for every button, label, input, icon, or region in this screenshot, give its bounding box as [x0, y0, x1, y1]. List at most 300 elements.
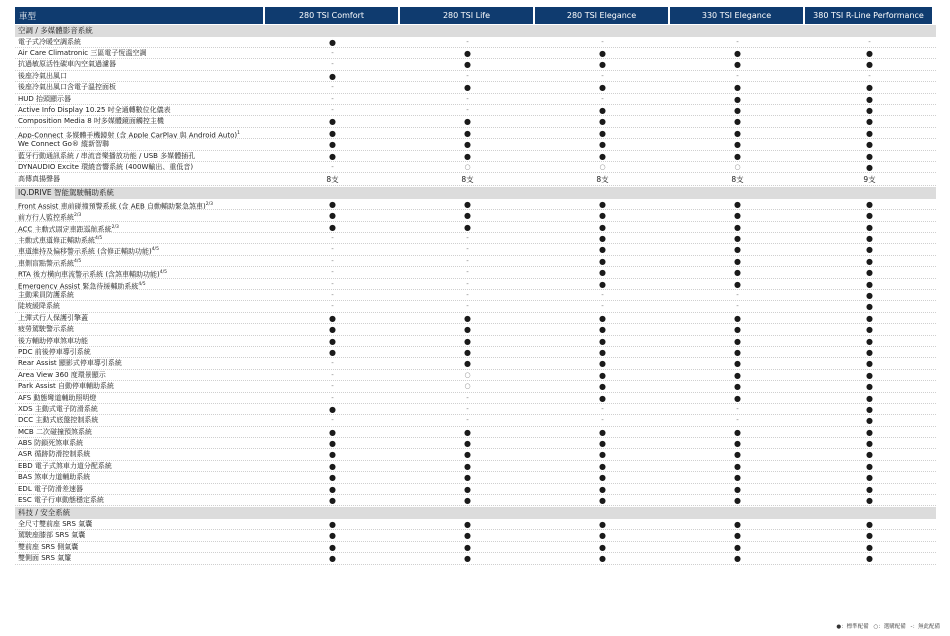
- table-row: [15, 415, 936, 426]
- spec-cell: -: [466, 302, 469, 311]
- spec-cell: ●: [866, 151, 873, 161]
- spec-cell: -: [331, 48, 334, 57]
- spec-cell: -: [331, 268, 334, 277]
- table-row: [15, 139, 936, 150]
- spec-cell: ●: [329, 427, 336, 437]
- spec-cell: -: [331, 291, 334, 299]
- feature-name: [15, 279, 265, 289]
- table-body: [15, 25, 936, 565]
- spec-cell: ●: [599, 256, 606, 266]
- spec-cell: ●: [329, 313, 336, 323]
- feature-label: ACC 主動式固定車距巡航系統: [18, 224, 112, 233]
- spec-cell: ●: [599, 140, 606, 150]
- feature-name: [15, 553, 265, 563]
- feature-name: [15, 173, 265, 185]
- spec-cell: ●: [599, 450, 606, 460]
- spec-cell: ●: [599, 359, 606, 369]
- spec-cell: ●: [866, 496, 873, 506]
- spec-cell: -: [466, 71, 469, 80]
- feature-label: EBD 電子式煞車力道分配系統: [18, 461, 112, 470]
- feature-label: ABS 防鎖死煞車系統: [18, 439, 84, 448]
- table-row: [15, 48, 936, 59]
- spec-cell: ●: [866, 291, 873, 300]
- header-model-280-life: 280 TSI Life: [400, 7, 533, 24]
- spec-table: [15, 7, 936, 565]
- spec-cell: ●: [734, 60, 741, 70]
- footnote-ref: 2/3: [74, 213, 82, 219]
- feature-label: 主動乘員防護系統: [18, 291, 74, 299]
- spec-cell: ●: [599, 105, 606, 115]
- spec-cell: ●: [599, 427, 606, 437]
- feature-label: We Connect Go® 縱新智聯: [18, 140, 110, 149]
- footnote-ref: 2/3: [111, 224, 119, 230]
- feature-label: 後方輔助停車煞車功能: [18, 336, 88, 345]
- table-row: [15, 358, 936, 369]
- spec-cell: ○: [464, 162, 471, 171]
- spec-cell: ●: [329, 473, 336, 483]
- feature-label: Rear Assist 顯影式停車導引系統: [18, 359, 122, 368]
- spec-cell: ●: [734, 531, 741, 541]
- spec-cell: ●: [734, 370, 741, 380]
- spec-cell: ●: [734, 520, 741, 530]
- table-row: [15, 472, 936, 483]
- feature-label: BAS 煞車力道輔助系統: [18, 473, 91, 482]
- spec-cell: ●: [866, 484, 873, 494]
- spec-cell: ●: [464, 554, 471, 564]
- feature-label: Area View 360 度環景顯示: [18, 370, 106, 379]
- spec-cell: ●: [734, 256, 741, 266]
- spec-cell: ●: [866, 531, 873, 541]
- table-row: [15, 244, 936, 255]
- table-row: [15, 553, 936, 564]
- spec-cell: ●: [734, 439, 741, 449]
- feature-label: Park Assist 自動停車輔助系統: [18, 382, 114, 391]
- spec-cell: -: [331, 370, 334, 379]
- spec-cell: -: [466, 245, 469, 254]
- spec-cell: ○: [464, 382, 471, 391]
- spec-cell: ●: [734, 347, 741, 357]
- spec-cell: ●: [329, 439, 336, 449]
- spec-cell: ●: [734, 222, 741, 232]
- footnote-ref: 1: [237, 130, 240, 136]
- header-model-280-comfort: 280 TSI Comfort: [265, 7, 398, 24]
- spec-cell: ●: [734, 211, 741, 221]
- spec-cell: ●: [599, 325, 606, 335]
- table-row: [15, 256, 936, 267]
- table-row: [15, 233, 936, 244]
- spec-cell: -: [466, 105, 469, 114]
- spec-cell: ●: [734, 245, 741, 255]
- footnote-ref: 4/5: [159, 270, 168, 276]
- table-row: [15, 151, 936, 162]
- spec-cell: ●: [329, 151, 336, 161]
- spec-cell: -: [736, 416, 739, 425]
- feature-name: [15, 370, 265, 380]
- spec-cell: ●: [866, 279, 873, 289]
- feature-name: [15, 472, 265, 482]
- spec-cell: ●: [599, 439, 606, 449]
- feature-label: Active Info Display 10.25 吋全通轉數位化儀表: [18, 105, 171, 114]
- spec-cell: ●: [866, 199, 873, 209]
- spec-cell: ●: [866, 256, 873, 266]
- feature-name: [15, 162, 265, 172]
- table-row: [15, 393, 936, 404]
- spec-cell: ●: [329, 496, 336, 506]
- table-row: [15, 495, 936, 506]
- spec-cell: ○: [734, 162, 741, 171]
- spec-cell: ●: [866, 105, 873, 115]
- spec-cell: ●: [599, 211, 606, 221]
- spec-cell: ●: [599, 117, 606, 127]
- spec-cell: ●: [866, 520, 873, 530]
- spec-cell: ●: [734, 48, 741, 58]
- feature-label: DCC 主動式底盤控制系統: [18, 416, 99, 425]
- spec-cell: ●: [464, 439, 471, 449]
- spec-cell: ●: [734, 496, 741, 506]
- spec-cell: ●: [599, 151, 606, 161]
- spec-cell: -: [736, 404, 739, 413]
- spec-cell: ●: [329, 520, 336, 530]
- spec-cell: ●: [866, 268, 873, 278]
- spec-cell: ●: [599, 393, 606, 403]
- spec-cell: -: [868, 71, 871, 80]
- spec-cell: ●: [464, 325, 471, 335]
- legend: [833, 622, 940, 630]
- feature-name: [15, 233, 265, 243]
- spec-cell: -: [466, 393, 469, 402]
- feature-label: Composition Media 8 吋多媒體鏡面觸控主機: [18, 117, 164, 126]
- feature-label: 車側盲點警示系統: [18, 259, 74, 267]
- feature-label: 前方行人監控系統: [18, 213, 74, 221]
- spec-cell: ●: [734, 105, 741, 115]
- spec-cell: ●: [329, 461, 336, 471]
- section-header: IQ.DRIVE 智能駕駛輔助系統: [15, 187, 936, 199]
- spec-cell: ●: [599, 128, 606, 138]
- spec-cell: 8支: [731, 175, 744, 185]
- feature-label: 後座冷氣出風口: [18, 71, 67, 80]
- spec-cell: ●: [599, 336, 606, 346]
- spec-cell: ●: [329, 531, 336, 541]
- spec-cell: -: [466, 234, 469, 243]
- spec-cell: ●: [866, 325, 873, 335]
- spec-cell: ●: [734, 117, 741, 127]
- spec-cell: -: [868, 37, 871, 46]
- spec-cell: ●: [464, 427, 471, 437]
- legend-standard: ●：標準配備: [836, 624, 869, 630]
- spec-cell: ●: [734, 450, 741, 460]
- table-row: [15, 210, 936, 221]
- feature-name: [15, 347, 265, 357]
- spec-cell: ●: [734, 313, 741, 323]
- spec-cell: -: [331, 416, 334, 425]
- spec-cell: -: [331, 105, 334, 114]
- spec-cell: ●: [866, 359, 873, 369]
- table-row: [15, 94, 936, 105]
- table-row: [15, 336, 936, 347]
- spec-cell: ●: [464, 461, 471, 471]
- spec-cell: ●: [734, 151, 741, 161]
- footnote-ref: 4/5: [138, 281, 146, 287]
- footnote-ref: 4/5: [151, 247, 159, 253]
- spec-cell: -: [466, 416, 469, 425]
- spec-cell: ●: [866, 162, 873, 172]
- spec-cell: ●: [599, 222, 606, 232]
- feature-name: [15, 449, 265, 459]
- feature-label: Emergency Assist 緊急待援輔助系統: [18, 281, 139, 289]
- spec-cell: ●: [866, 439, 873, 449]
- spec-cell: ●: [329, 128, 336, 138]
- feature-label: 電子式冷暖空調系統: [18, 37, 81, 46]
- spec-cell: ●: [464, 484, 471, 494]
- feature-label: 雙前座 SRS 側氣囊: [18, 542, 79, 551]
- spec-cell: ●: [599, 60, 606, 70]
- spec-cell: ●: [329, 325, 336, 335]
- feature-name: [15, 244, 265, 254]
- spec-cell: ●: [599, 48, 606, 58]
- feature-label: MCB 二次碰撞預煞系統: [18, 427, 92, 436]
- feature-name: [15, 336, 265, 346]
- spec-cell: ●: [464, 542, 471, 552]
- table-row: [15, 128, 936, 139]
- spec-cell: ●: [734, 427, 741, 437]
- feature-label: ASR 循跡防滑控制系統: [18, 450, 91, 459]
- spec-cell: -: [466, 279, 469, 288]
- feature-name: [15, 116, 265, 126]
- feature-label: 後座冷氣出風口含電子溫控面板: [18, 83, 116, 92]
- feature-name: [15, 48, 265, 58]
- header-model-label: 車型: [15, 7, 263, 24]
- table-row: [15, 199, 936, 210]
- spec-cell: ●: [464, 48, 471, 58]
- spec-cell: -: [601, 302, 604, 311]
- table-row: [15, 427, 936, 438]
- spec-cell: ●: [464, 531, 471, 541]
- header-model-330-elegance: 330 TSI Elegance: [670, 7, 803, 24]
- table-row: [15, 530, 936, 541]
- spec-cell: ●: [734, 325, 741, 335]
- spec-cell: ●: [599, 484, 606, 494]
- table-row: [15, 162, 936, 173]
- spec-cell: -: [331, 302, 334, 311]
- table-row: [15, 438, 936, 449]
- feature-name: [15, 415, 265, 425]
- feature-name: [15, 94, 265, 104]
- spec-cell: ●: [464, 117, 471, 127]
- spec-cell: ●: [599, 520, 606, 530]
- spec-cell: 9支: [863, 175, 876, 185]
- spec-cell: ●: [329, 117, 336, 127]
- feature-label: App-Connect 多媒體手機鏡射 (含 Apple CarPlay 與 Android Auto): [18, 131, 238, 139]
- spec-cell: ●: [329, 222, 336, 232]
- table-row: [15, 105, 936, 116]
- feature-name: [15, 267, 265, 277]
- spec-cell: ●: [866, 404, 873, 414]
- spec-cell: ●: [464, 140, 471, 150]
- spec-cell: -: [601, 71, 604, 80]
- feature-name: [15, 82, 265, 92]
- feature-name: [15, 495, 265, 505]
- feature-name: [15, 210, 265, 220]
- table-row: [15, 313, 936, 324]
- spec-cell: -: [331, 162, 334, 171]
- spec-cell: -: [331, 393, 334, 402]
- spec-cell: ●: [734, 83, 741, 93]
- table-row: [15, 173, 936, 186]
- spec-cell: -: [466, 291, 469, 299]
- feature-label: 藍牙行動通訊系統 / 串流音樂播放功能 / USB 多媒體插孔: [18, 151, 196, 160]
- table-row: [15, 370, 936, 381]
- feature-name: [15, 381, 265, 391]
- feature-label: 雙側面 SRS 氣簾: [18, 554, 72, 563]
- spec-cell: ●: [734, 461, 741, 471]
- spec-cell: ●: [329, 404, 336, 414]
- feature-name: [15, 358, 265, 368]
- spec-cell: ●: [866, 222, 873, 232]
- spec-cell: ●: [464, 450, 471, 460]
- feature-label: EDL 電子防滑差速器: [18, 484, 83, 493]
- feature-name: [15, 404, 265, 414]
- spec-cell: ●: [464, 359, 471, 369]
- spec-cell: ●: [866, 302, 873, 312]
- spec-cell: ●: [866, 461, 873, 471]
- spec-cell: ●: [866, 336, 873, 346]
- spec-cell: ●: [866, 370, 873, 380]
- spec-cell: ●: [599, 461, 606, 471]
- spec-cell: ●: [866, 542, 873, 552]
- spec-cell: ●: [464, 83, 471, 93]
- feature-name: [15, 519, 265, 529]
- spec-cell: ●: [734, 359, 741, 369]
- feature-label: 陡坡緩降系統: [18, 302, 60, 311]
- feature-name: [15, 199, 265, 209]
- footnote-ref: 2/3: [205, 201, 213, 207]
- spec-cell: -: [466, 256, 469, 265]
- spec-cell: ●: [329, 37, 336, 47]
- spec-cell: ●: [329, 554, 336, 564]
- spec-cell: ●: [866, 382, 873, 392]
- legend-optional: ○：選購配備: [873, 624, 906, 630]
- feature-label: Air Care Climatronic 三區電子恆溫空調: [18, 48, 147, 57]
- spec-cell: 8支: [596, 175, 609, 185]
- spec-cell: -: [331, 83, 334, 92]
- spec-cell: ●: [866, 94, 873, 104]
- spec-cell: ●: [866, 313, 873, 323]
- spec-cell: ●: [734, 542, 741, 552]
- table-row: [15, 267, 936, 278]
- feature-label: 全尺寸雙前座 SRS 氣囊: [18, 520, 93, 529]
- feature-label: 疲勞駕駛警示系統: [18, 325, 74, 334]
- spec-cell: ●: [734, 336, 741, 346]
- spec-cell: ●: [866, 554, 873, 564]
- feature-name: [15, 290, 265, 300]
- section-header: 空調 / 多媒體影音系統: [15, 25, 936, 37]
- spec-cell: ●: [599, 83, 606, 93]
- spec-cell: ●: [866, 117, 873, 127]
- feature-name: [15, 139, 265, 149]
- spec-cell: ●: [329, 71, 336, 81]
- spec-cell: ●: [599, 370, 606, 380]
- spec-cell: ●: [866, 140, 873, 150]
- feature-name: [15, 461, 265, 471]
- table-header: [15, 7, 936, 24]
- feature-name: [15, 484, 265, 494]
- feature-label: 抗過敏原活性碳車內空氣過濾器: [18, 60, 116, 69]
- table-row: [15, 71, 936, 82]
- spec-cell: -: [331, 256, 334, 265]
- spec-cell: ●: [734, 393, 741, 403]
- table-row: [15, 449, 936, 460]
- spec-cell: ●: [329, 484, 336, 494]
- spec-cell: -: [601, 291, 604, 299]
- spec-cell: ○: [464, 370, 471, 379]
- feature-label: 高傳真揚聲器: [18, 175, 60, 184]
- footnote-ref: 4/5: [95, 236, 103, 242]
- feature-name: [15, 128, 265, 138]
- spec-cell: ●: [464, 496, 471, 506]
- spec-cell: -: [331, 382, 334, 391]
- spec-cell: -: [331, 245, 334, 254]
- footnote-ref: 4/5: [74, 258, 82, 264]
- table-row: [15, 461, 936, 472]
- spec-cell: ●: [866, 416, 873, 426]
- spec-cell: ●: [464, 336, 471, 346]
- spec-cell: ●: [734, 554, 741, 564]
- table-row: [15, 37, 936, 48]
- spec-cell: ●: [599, 245, 606, 255]
- feature-label: Front Assist 車前碰撞預警系統 (含 AEB 自動輔助緊急煞車): [18, 202, 206, 210]
- spec-cell: ●: [734, 473, 741, 483]
- spec-cell: ●: [866, 450, 873, 460]
- spec-cell: ●: [866, 60, 873, 70]
- spec-cell: -: [601, 404, 604, 413]
- spec-cell: ●: [734, 382, 741, 392]
- spec-cell: ●: [464, 473, 471, 483]
- spec-cell: ●: [464, 347, 471, 357]
- feature-label: AFS 動態彎道輔助照明燈: [18, 393, 97, 402]
- feature-label: 車道維持及偏移警示系統 (含修正輔助功能): [18, 247, 152, 255]
- spec-cell: ●: [866, 347, 873, 357]
- header-model-280-elegance: 280 TSI Elegance: [535, 7, 668, 24]
- spec-cell: ●: [734, 234, 741, 244]
- spec-cell: -: [601, 94, 604, 103]
- spec-cell: ●: [599, 313, 606, 323]
- feature-label: 上彈式行人保護引擎蓋: [18, 313, 88, 322]
- spec-cell: ●: [866, 427, 873, 437]
- spec-cell: -: [601, 37, 604, 46]
- spec-cell: ●: [464, 313, 471, 323]
- feature-name: [15, 301, 265, 311]
- spec-cell: ●: [866, 234, 873, 244]
- spec-cell: ●: [464, 222, 471, 232]
- spec-cell: ●: [866, 245, 873, 255]
- section-header: 科技 / 安全系統: [15, 507, 936, 519]
- spec-cell: ●: [734, 94, 741, 104]
- table-row: [15, 59, 936, 70]
- feature-name: [15, 222, 265, 232]
- spec-cell: ●: [866, 211, 873, 221]
- spec-cell: ●: [464, 60, 471, 70]
- feature-label: XDS 主動式電子防滑系統: [18, 404, 98, 413]
- spec-cell: ●: [599, 347, 606, 357]
- spec-cell: ●: [329, 199, 336, 209]
- spec-cell: ●: [866, 48, 873, 58]
- feature-label: ESC 電子行車動態穩定系統: [18, 496, 104, 505]
- feature-name: [15, 313, 265, 323]
- spec-cell: ●: [599, 382, 606, 392]
- spec-cell: ●: [599, 531, 606, 541]
- feature-label: DYNAUDIO Excite 環繞音響系統 (400W輸出、重低音): [18, 162, 194, 171]
- spec-cell: ●: [464, 128, 471, 138]
